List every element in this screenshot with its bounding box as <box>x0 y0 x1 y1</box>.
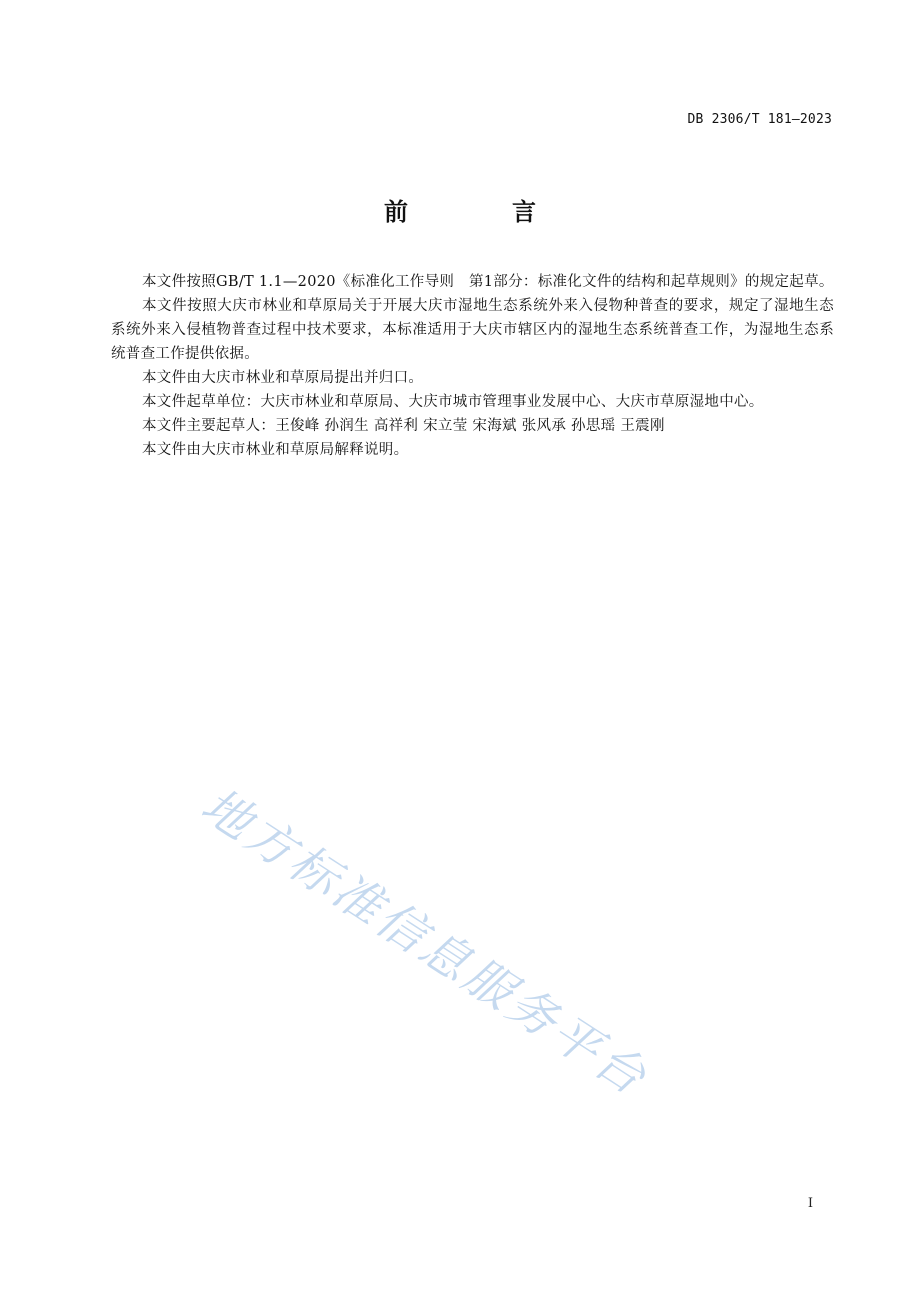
page-number: I <box>807 1196 813 1211</box>
paragraph-drafting-units: 本文件起草单位：大庆市林业和草原局、大庆市城市管理事业发展中心、大庆市草原湿地中心。 <box>142 394 764 410</box>
paragraph-proposer: 本文件由大庆市林业和草原局提出并归口。 <box>142 370 424 386</box>
watermark: 地方标准信息服务平台 <box>191 777 659 1108</box>
paragraph-scope: 本文件按照大庆市林业和草原局关于开展大庆市湿地生态系统外来入侵物种普查的要求，规定了湿地生态系统外来入侵植物普查过程中技术要求，本标准适用于大庆市辖区内的湿地生态系统普查工作，为湿地生态系统普查工作提供依据。 <box>111 298 834 362</box>
document-code: DB 2306/T 181—2023 <box>687 112 832 127</box>
paragraph-drafting-rules: 本文件按照GB/T 1.1—2020《标准化工作导则 第1部分：标准化文件的结构和起草规则》的规定起草。 <box>142 274 834 290</box>
foreword-body <box>111 270 834 462</box>
paragraph-drafters: 本文件主要起草人：王俊峰 孙润生 高祥利 宋立莹 宋海斌 张风承 孙思瑶 王震刚 <box>142 418 665 434</box>
page-title: 前 言 <box>384 198 576 226</box>
paragraph-interpretation: 本文件由大庆市林业和草原局解释说明。 <box>142 442 409 458</box>
